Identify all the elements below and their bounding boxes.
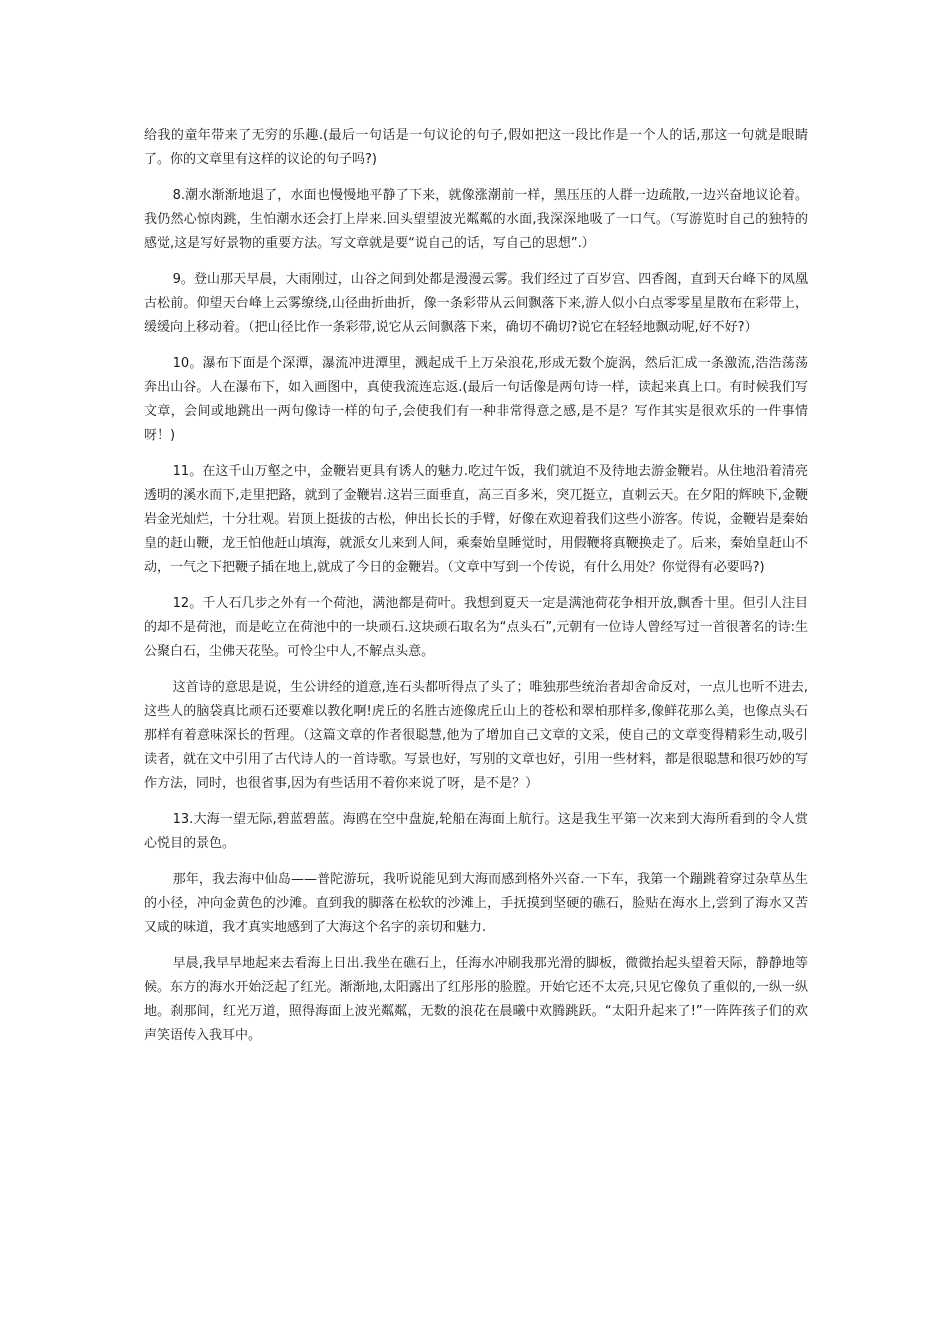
paragraph-8: 8.潮水渐渐地退了，水面也慢慢地平静了下来，就像涨潮前一样，黑压压的人群一边疏散,一边兴奋地议论着。我仍然心惊肉跳，生怕潮水还会打上岸来.回头望望波光粼粼的水面,我深深地吸了一口气。（写游览时自己的独特的感觉,这是写好景物的重要方法。写文章就是要“说自己的话，写自己的思想”.）: [144, 188, 808, 251]
document-body: [144, 124, 808, 1060]
paragraph-13-continued-2: 早晨,我早早地起来去看海上日出.我坐在礁石上，任海水冲刷我那光滑的脚板，微微抬起头望着天际，静静地等候。东方的海水开始泛起了红光。渐渐地,太阳露出了红彤彤的脸膛。开始它还不太亮,只见它像负了重似的,一纵一纵地。刹那间，红光万道，照得海面上波光粼粼，无数的浪花在晨曦中欢腾跳跃。“太阳升起来了!”一阵阵孩子们的欢声笑语传入我耳中。: [144, 956, 808, 1043]
paragraph-12-continued: 这首诗的意思是说，生公讲经的道意,连石头都听得点了头了；唯独那些统治者却舍命反对，一点儿也听不进去,这些人的脑袋真比顽石还要难以教化啊!虎丘的名胜古迹像虎丘山上的苍松和翠柏那样多,像鲜花那么美，也像点头石那样有着意味深长的哲理。（这篇文章的作者很聪慧,他为了增加自己文章的文采，使自己的文章变得精彩生动,吸引读者，就在文中引用了古代诗人的一首诗歌。写景也好，写别的文章也好，引用一些材料，都是很聪慧和很巧妙的写作方法，同时，也很省事,因为有些话用不着你来说了呀，是不是？）: [144, 680, 808, 791]
paragraph-13-continued-1: 那年，我去海中仙岛——普陀游玩，我听说能见到大海而感到格外兴奋.一下车，我第一个蹦跳着穿过杂草丛生的小径，冲向金黄色的沙滩。直到我的脚落在松软的沙滩上，手抚摸到坚硬的礁石，脸贴在海水上,尝到了海水又苦又咸的味道，我才真实地感到了大海这个名字的亲切和魅力.: [144, 872, 808, 935]
paragraph-13: 13.大海一望无际,碧蓝碧蓝。海鸥在空中盘旋,轮船在海面上航行。这是我生平第一次来到大海所看到的令人赏心悦目的景色。: [144, 812, 808, 851]
paragraph-12: 12。千人石几步之外有一个荷池，满池都是荷叶。我想到夏天一定是满池荷花争相开放,飘香十里。但引人注目的却不是荷池，而是屹立在荷池中的一块顽石.这块顽石取名为“点头石”,元朝有一位诗人曾经写过一首很著名的诗:生公聚白石，尘佛天花坠。可怜尘中人,不解点头意。: [144, 596, 808, 659]
paragraph-9: 9。登山那天早晨，大雨刚过，山谷之间到处都是漫漫云雾。我们经过了百岁宫、四香阁，直到天台峰下的凤凰古松前。仰望天台峰上云雾缭绕,山径曲折曲折，像一条彩带从云间飘落下来,游人似小白点零零星星散布在彩带上，缓缓向上移动着。（把山径比作一条彩带,说它从云间飘落下来，确切不确切?说它在轻轻地飘动呢,好不好?）: [144, 272, 808, 335]
paragraph-10: 10。瀑布下面是个深潭，瀑流冲进潭里，溅起成千上万朵浪花,形成无数个旋涡，然后汇成一条激流,浩浩荡荡奔出山谷。人在瀑布下，如入画图中，真使我流连忘返.(最后一句话像是两句诗一样，读起来真上口。有时候我们写文章，会间或地跳出一两句像诗一样的句子,会使我们有一种非常得意之感,是不是？写作其实是很欢乐的一件事情呀！): [144, 356, 808, 443]
paragraph-intro-fragment: 给我的童年带来了无穷的乐趣.(最后一句话是一句议论的句子,假如把这一段比作是一个人的话,那这一句就是眼睛了。你的文章里有这样的议论的句子吗?): [144, 128, 808, 167]
paragraph-11: 11。在这千山万壑之中，金鞭岩更具有诱人的魅力.吃过午饭，我们就迫不及待地去游金鞭岩。从住地沿着清亮透明的溪水而下,走里把路，就到了金鞭岩.这岩三面垂直，高三百多米，突兀挺立，直刺云天。在夕阳的辉映下,金鞭岩金光灿烂，十分壮观。岩顶上挺拔的古松，伸出长长的手臂，好像在欢迎着我们这些小游客。传说，金鞭岩是秦始皇的赶山鞭，龙王怕他赶山填海，就派女儿来到人间，乘秦始皇睡觉时，用假鞭将真鞭换走了。后来，秦始皇赶山不动，一气之下把鞭子插在地上,就成了今日的金鞭岩。（文章中写到一个传说，有什么用处？你觉得有必要吗?): [144, 464, 808, 575]
